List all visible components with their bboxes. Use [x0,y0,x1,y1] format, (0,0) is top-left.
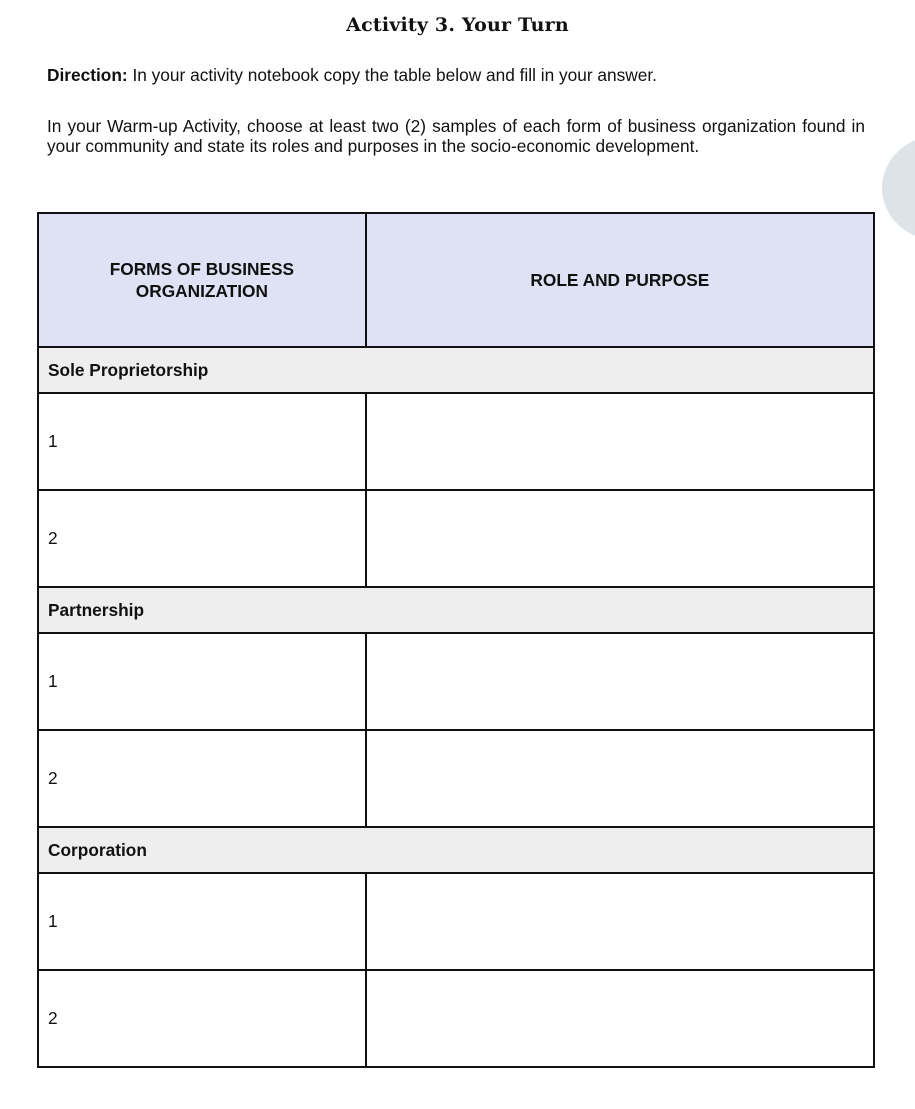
role-purpose-cell[interactable] [366,393,874,490]
role-purpose-cell[interactable] [366,633,874,730]
row-number-cell[interactable]: 2 [38,490,366,587]
answer-table [37,212,875,1068]
decorative-circle [882,135,915,241]
section-row-partnership [38,587,874,633]
header-role-and-purpose: ROLE AND PURPOSE [366,213,874,347]
section-label: Sole Proprietorship [38,347,874,393]
section-row-corporation [38,827,874,873]
row-number-cell[interactable]: 1 [38,393,366,490]
row-number-cell[interactable]: 2 [38,730,366,827]
row-number-cell[interactable]: 1 [38,633,366,730]
row-number-cell[interactable]: 2 [38,970,366,1067]
section-label: Partnership [38,587,874,633]
header-forms-of-business: FORMS OF BUSINESS ORGANIZATION [38,213,366,347]
role-purpose-cell[interactable] [366,970,874,1067]
section-label: Corporation [38,827,874,873]
table-row [38,873,874,970]
role-purpose-cell[interactable] [366,730,874,827]
table-row [38,393,874,490]
row-number-cell[interactable]: 1 [38,873,366,970]
table-header-row [38,213,874,347]
page-title: Activity 3. Your Turn [346,14,569,36]
direction-label: Direction: [47,65,128,85]
section-row-sole-proprietorship [38,347,874,393]
direction-body: In your activity notebook copy the table below and fill in your answer. [127,65,657,85]
table-row [38,490,874,587]
instructions-paragraph: In your Warm-up Activity, choose at least two (2) samples of each form of business organization found in your community and state its roles and purposes in the socio-economic development. [47,116,865,156]
role-purpose-cell[interactable] [366,873,874,970]
table-row [38,730,874,827]
direction-text [47,65,657,85]
table-row [38,970,874,1067]
table-row [38,633,874,730]
role-purpose-cell[interactable] [366,490,874,587]
